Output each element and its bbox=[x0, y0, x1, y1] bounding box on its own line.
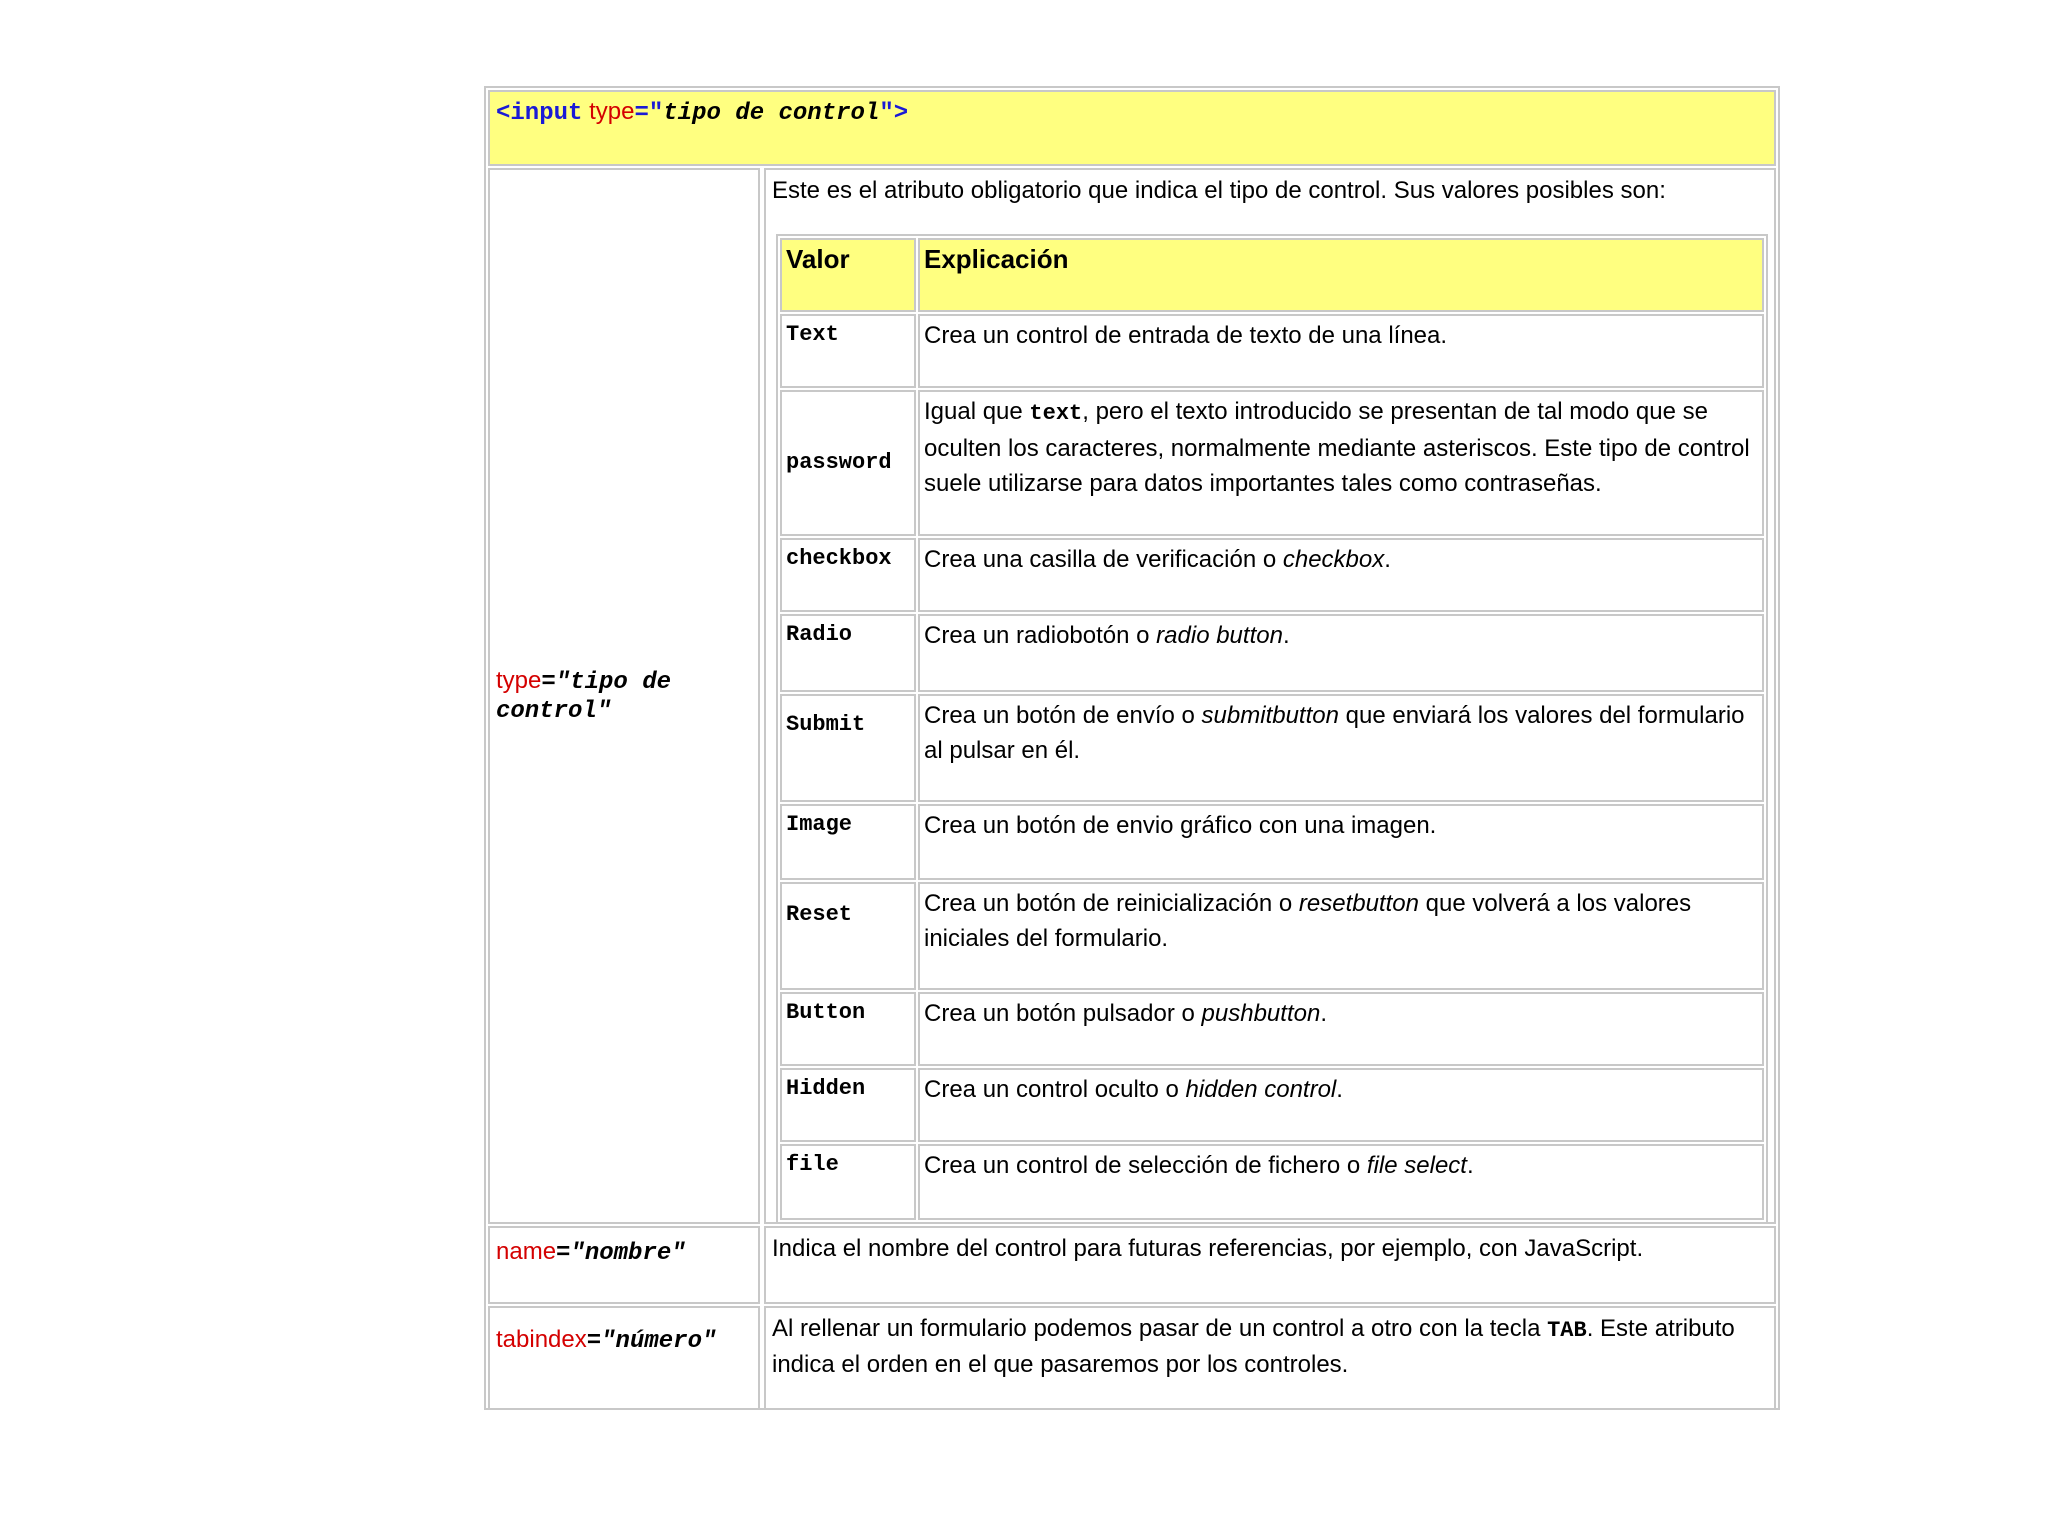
header-valor: Valor bbox=[780, 238, 916, 312]
header-attr: type bbox=[589, 98, 635, 125]
type-attr-value-1: "tipo de bbox=[555, 669, 671, 696]
type-attr-cell: type="tipo de control" bbox=[488, 168, 760, 1224]
tab-key: TAB bbox=[1547, 1318, 1587, 1343]
name-description-cell bbox=[764, 1226, 1776, 1304]
explanation-cell: Igual que text, pero el texto introducido se presentan de tal modo que se oculten los caracteres, normalmente mediante asteriscos. Este tipo de control suele utilizarse para datos importantes tales como contraseñas. bbox=[918, 390, 1764, 536]
tag-open: <input bbox=[496, 100, 583, 127]
table-row bbox=[780, 1144, 1764, 1220]
table-row bbox=[780, 804, 1764, 880]
name-attr-value: ="nombre" bbox=[556, 1240, 686, 1267]
explanation-cell: Crea un botón pulsador o pushbutton. bbox=[918, 992, 1764, 1066]
table-row bbox=[780, 538, 1764, 612]
table-row bbox=[780, 992, 1764, 1066]
explanation-cell: Crea un control de entrada de texto de una línea. bbox=[918, 314, 1764, 388]
type-description-cell bbox=[764, 168, 1776, 1224]
table-row bbox=[780, 314, 1764, 388]
value-cell: Radio bbox=[780, 614, 916, 692]
type-attr-name: type bbox=[496, 667, 542, 694]
explanation-cell: Crea una casilla de verificación o checkbox. bbox=[918, 538, 1764, 612]
explanation-cell: Crea un radiobotón o radio button. bbox=[918, 614, 1764, 692]
table-row bbox=[780, 614, 1764, 692]
tabindex-description-2: . Este atributo indica el orden en el que pasaremos por los controles. bbox=[772, 1315, 1735, 1378]
table-row bbox=[780, 1068, 1764, 1142]
tabindex-description-1: Al rellenar un formulario podemos pasar de un control a otro con la tecla bbox=[772, 1315, 1548, 1342]
header-eq: =" bbox=[634, 100, 664, 127]
header-value: tipo de control bbox=[663, 100, 880, 127]
value-cell: password bbox=[780, 390, 916, 536]
tabindex-attr-name: tabindex bbox=[496, 1326, 587, 1353]
explanation-cell: Crea un control oculto o hidden control. bbox=[918, 1068, 1764, 1142]
tabindex-description-cell bbox=[764, 1306, 1776, 1410]
explanation-cell: Crea un botón de envío o submitbutton que enviará los valores del formulario al pulsar en él. bbox=[918, 694, 1764, 802]
values-table-header bbox=[780, 238, 1764, 312]
table-row bbox=[780, 694, 1764, 802]
attribute-table bbox=[484, 86, 1780, 1410]
name-attr-cell bbox=[488, 1226, 760, 1304]
name-description: Indica el nombre del control para futuras referencias, por ejemplo, con JavaScript. bbox=[772, 1235, 1644, 1262]
values-table bbox=[776, 234, 1768, 1224]
explanation-cell: Crea un control de selección de fichero o file select. bbox=[918, 1144, 1764, 1220]
explanation-cell: Crea un botón de envio gráfico con una imagen. bbox=[918, 804, 1764, 880]
table-row bbox=[780, 390, 1764, 536]
value-cell: Hidden bbox=[780, 1068, 916, 1142]
table-row bbox=[780, 882, 1764, 990]
header-explicacion: Explicación bbox=[918, 238, 1764, 312]
table-header bbox=[488, 90, 1776, 166]
value-cell: checkbox bbox=[780, 538, 916, 612]
tabindex-attr-cell bbox=[488, 1306, 760, 1410]
tabindex-attr-value: ="número" bbox=[586, 1328, 717, 1355]
value-cell: Reset bbox=[780, 882, 916, 990]
inline-code: text bbox=[1029, 401, 1083, 426]
explanation-cell: Crea un botón de reinicialización o resetbutton que volverá a los valores iniciales del formulario. bbox=[918, 882, 1764, 990]
value-cell: Text bbox=[780, 314, 916, 388]
value-cell: Submit bbox=[780, 694, 916, 802]
value-cell: file bbox=[780, 1144, 916, 1220]
value-cell: Image bbox=[780, 804, 916, 880]
tag-close: "> bbox=[879, 100, 909, 127]
type-description: Este es el atributo obligatorio que indica el tipo de control. Sus valores posibles son: bbox=[772, 177, 1666, 204]
type-attr-value-2: control" bbox=[496, 698, 612, 725]
name-attr-name: name bbox=[496, 1238, 557, 1265]
value-cell: Button bbox=[780, 992, 916, 1066]
